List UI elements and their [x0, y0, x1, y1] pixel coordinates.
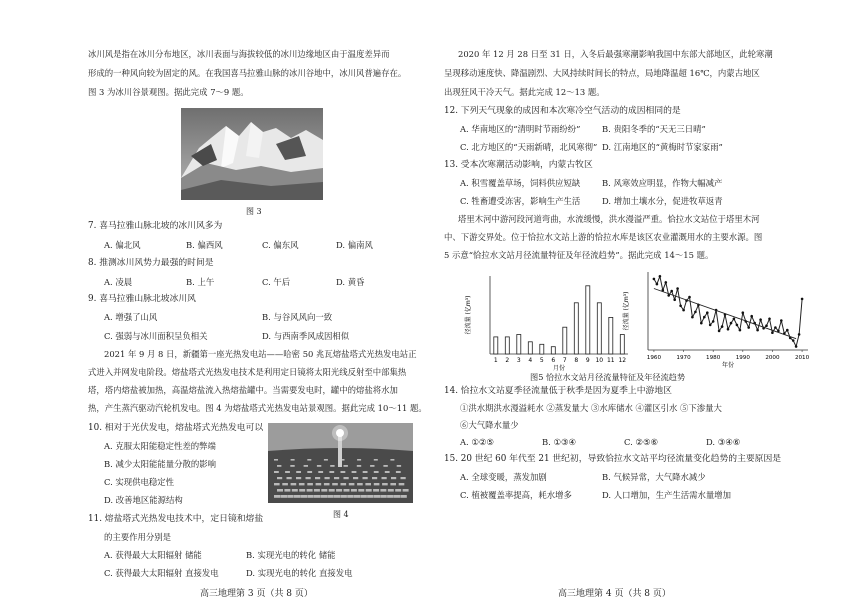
data-point	[801, 298, 804, 301]
heliostat-mirror	[341, 471, 346, 473]
bar	[563, 327, 567, 354]
data-point	[703, 316, 706, 319]
x-tick-label: 2010	[794, 355, 810, 361]
q14-option-a[interactable]: A. ①②⑤	[460, 437, 494, 447]
heliostat-mirror	[274, 495, 280, 498]
heliostat-mirror	[327, 495, 333, 498]
data-point	[742, 311, 745, 314]
data-point	[682, 309, 685, 312]
heliostat-mirror	[306, 477, 311, 479]
q14-items: ①洪水期洪水漫溢耗水 ②蒸发量大 ③水库储水 ④灌区引水 ⑤下渗量大	[460, 403, 722, 413]
heliostat-mirror	[296, 477, 301, 479]
heliostat-mirror	[314, 495, 320, 498]
heliostat-mirror	[277, 489, 283, 492]
heliostat-mirror	[307, 471, 312, 473]
heliostat-mirror	[314, 489, 320, 492]
intro2-line: 塔，塔内熔盐被加热，高温熔盐流入热熔盐罐中。当需要发电时，罐中的熔盐将水加	[88, 385, 398, 395]
data-point	[712, 320, 715, 323]
fig5-caption: 图5 恰拉水文站月径流量特征及年径流趋势	[530, 372, 686, 382]
heliostat-mirror	[307, 489, 313, 492]
q13-option-b[interactable]: B. 风寒效应明显，作物大幅减产	[602, 178, 723, 188]
heliostat-mirror	[374, 471, 379, 473]
data-point	[688, 296, 691, 299]
y-axis-label: 径流量 (亿m³)	[623, 291, 630, 331]
data-point	[792, 339, 795, 342]
q12-option-a[interactable]: A. 华南地区的“清明时节雨纷纷”	[460, 124, 581, 134]
heliostat-mirror	[284, 489, 290, 492]
q10-stem: 10. 相对于光伏发电，熔盐塔式光热发电可以	[88, 423, 264, 433]
bar	[551, 347, 555, 354]
x-tick-label: 7	[562, 357, 567, 364]
q15-option-c[interactable]: C. 植被覆盖率提高，耗水增多	[460, 490, 572, 500]
bar	[597, 303, 601, 354]
heliostat-mirror	[391, 477, 396, 479]
heliostat-mirror	[357, 483, 363, 485]
x-tick-label: 1	[493, 357, 498, 364]
heliostat-mirror	[344, 477, 349, 479]
data-point	[694, 311, 697, 314]
heliostat-mirror	[394, 495, 400, 498]
intro2-line: 热，产生蒸汽驱动汽轮机发电。图 4 为熔盐塔式光热发电站景观图。据此完成 10～11 题。	[88, 403, 427, 413]
bar	[494, 337, 498, 354]
data-point	[736, 324, 739, 327]
heliostat-mirror	[387, 495, 393, 498]
heliostat-mirror	[363, 477, 368, 479]
heliostat-mirror	[344, 489, 350, 492]
heliostat-mirror	[290, 465, 294, 467]
heliostat-mirror	[324, 459, 328, 461]
q13-option-a[interactable]: A. 积雪覆盖草场，饲料供应短缺	[460, 178, 581, 188]
q7-option-c[interactable]: C. 偏东风	[262, 240, 299, 250]
heliostat-mirror	[291, 483, 297, 485]
q14-items-cont: ⑥大气降水量少	[460, 420, 519, 430]
heliostat-mirror	[382, 483, 388, 485]
heliostat-mirror	[274, 483, 280, 485]
q11-stem: 11. 熔盐塔式光热发电技术中，定日镜和熔盐	[88, 514, 264, 524]
intro-line: 呈现移动速度快、降温剧烈、大风持续时间长的特点，局地降温超 16℃，内蒙古地区	[444, 68, 760, 78]
intro-line: 冰川风是指在冰川分布地区，冰川表面与海拔较低的冰川边缘地区由于温度差异而	[88, 49, 390, 59]
q10-option-d[interactable]: D. 改善地区能源结构	[104, 495, 183, 505]
x-tick-label: 5	[539, 357, 544, 364]
x-tick-label: 12	[618, 357, 627, 364]
heliostat-mirror	[285, 471, 290, 473]
heliostat-mirror	[383, 465, 387, 467]
heliostat-mirror	[374, 459, 378, 461]
fig4-caption: 图 4	[333, 510, 349, 519]
x-tick-label: 1970	[676, 355, 691, 361]
heliostat-mirror	[382, 477, 387, 479]
q15-option-a[interactable]: A. 全球变暖，蒸发加剧	[460, 472, 547, 482]
q7-stem: 7. 喜马拉雅山脉北坡的冰川风多为	[88, 221, 223, 231]
q7-option-b[interactable]: B. 偏西风	[186, 240, 223, 250]
x-tick-label: 8	[574, 357, 579, 364]
data-point	[700, 322, 703, 325]
heliostat-mirror	[321, 489, 327, 492]
q14-stem: 14. 恰拉水文站夏季径流量低于秋季是因为夏季上中游地区	[444, 386, 672, 396]
q12-option-c[interactable]: C. 北方地区的“天雨新晴，北风寒彻”	[460, 142, 598, 152]
heliostat-mirror	[374, 495, 380, 498]
data-point	[739, 329, 742, 332]
heliostat-mirror	[287, 495, 293, 498]
y-axis-label: 径流量 (亿m³)	[465, 295, 472, 335]
heliostat-mirror	[397, 465, 401, 467]
solar-tower-image	[268, 423, 413, 503]
heliostat-mirror	[358, 489, 364, 492]
x-axis-label: 年份	[721, 362, 735, 369]
heliostat-mirror	[332, 483, 338, 485]
heliostat-mirror	[321, 495, 327, 498]
q14-option-c[interactable]: C. ②⑤⑥	[624, 437, 658, 447]
heliostat-mirror	[316, 483, 322, 485]
data-point	[673, 298, 676, 301]
x-tick-label: 1990	[735, 355, 750, 361]
heliostat-mirror	[291, 459, 295, 461]
heliostat-mirror	[372, 477, 377, 479]
x-tick-label: 10	[595, 357, 604, 364]
bar	[574, 303, 578, 354]
intro-line: 图 3 为冰川谷景观图。据此完成 7～9 题。	[88, 87, 249, 97]
data-point	[768, 318, 771, 321]
bar	[528, 342, 532, 354]
heliostat-mirror	[341, 483, 347, 485]
q15-option-b[interactable]: B. 气候异常，大气降水减少	[602, 472, 706, 482]
heliostat-mirror	[370, 465, 374, 467]
q11-option-c[interactable]: C. 获得最大太阳辐射 直接发电	[104, 568, 219, 578]
heliostat-mirror	[357, 465, 361, 467]
heliostat-mirror	[347, 495, 353, 498]
intro2-line: 式进入并网发电阶段。熔盐塔式光热发电技术是利用定日镜将太阳光线反射至中部集热	[88, 367, 407, 377]
heliostat-mirror	[287, 477, 292, 479]
q15-option-d[interactable]: D. 人口增加，生产生活需水量增加	[602, 490, 731, 500]
intro-line: 形成的一种风向较为固定的风。在我国喜马拉雅山脉的冰川谷地中，冰川风普遍存在。	[88, 68, 407, 78]
data-point	[709, 324, 712, 327]
data-point	[659, 275, 662, 278]
heliostat-mirror	[294, 495, 300, 498]
heliostat-mirror	[281, 495, 287, 498]
heliostat-mirror	[307, 459, 311, 461]
intro-line: 出现狂风干冷天气。据此完成 12～13 题。	[444, 87, 605, 97]
data-point	[676, 287, 679, 290]
data-point	[747, 326, 750, 329]
x-tick-label: 2	[505, 357, 510, 364]
x-tick-label: 9	[585, 357, 590, 364]
heliostat-mirror	[395, 489, 401, 492]
heliostat-mirror	[334, 495, 340, 498]
data-point	[798, 333, 801, 336]
page-footer: 高三地理第 3 页（共 8 页）	[200, 589, 313, 599]
bar	[586, 286, 590, 354]
heliostat-mirror	[299, 489, 305, 492]
q13-option-d[interactable]: D. 增加土壤水分，促进牧草返青	[602, 196, 723, 206]
heliostat-mirror	[385, 471, 390, 473]
heliostat-mirror	[299, 483, 305, 485]
heliostat-mirror	[341, 495, 347, 498]
intro-line: 2020 年 12 月 28 日至 31 日，入冬后最强寒潮影响我国中东部大部地区，此轮寒潮	[458, 49, 773, 59]
heliostat-mirror	[366, 489, 372, 492]
data-point	[774, 326, 777, 329]
x-tick-label: 2000	[765, 355, 780, 361]
heliostat-mirror	[344, 465, 348, 467]
q9-option-a[interactable]: A. 增强了山风	[104, 312, 158, 322]
heliostat-mirror	[400, 495, 406, 498]
q8-option-a[interactable]: A. 凌晨	[104, 277, 133, 287]
data-point	[656, 283, 659, 286]
x-tick-label: 3	[516, 357, 521, 364]
heliostat-mirror	[307, 495, 313, 498]
q14-option-b[interactable]: B. ①③④	[542, 437, 577, 447]
heliostat-mirror	[325, 477, 330, 479]
heliostat-mirror	[349, 483, 355, 485]
data-point	[756, 329, 759, 332]
q9-option-d[interactable]: D. 与西南季风成因相似	[262, 331, 350, 341]
heliostat-mirror	[277, 477, 282, 479]
runoff-series-line	[654, 276, 802, 346]
heliostat-mirror	[330, 465, 334, 467]
heliostat-mirror	[401, 477, 406, 479]
heliostat-mirror	[365, 483, 371, 485]
bar	[540, 344, 544, 354]
fig3-caption: 图 3	[246, 207, 262, 216]
intro2-line: 塔里木河中游河段河道弯曲，水流缓慢，洪水漫溢严重。恰拉水文站位于塔里木河	[458, 214, 760, 224]
heliostat-mirror	[301, 495, 307, 498]
heliostat-mirror	[304, 465, 308, 467]
heliostat-mirror	[361, 495, 367, 498]
data-point	[765, 324, 768, 327]
q11-stem-cont: 的主要作用分别是	[104, 532, 171, 542]
data-point	[679, 305, 682, 308]
heliostat-mirror	[373, 489, 379, 492]
heliostat-mirror	[315, 477, 320, 479]
x-tick-label: 11	[606, 357, 615, 364]
q15-stem: 15. 20 世纪 60 年代至 21 世纪初，导致恰拉水文站平均径流量变化趋势的主要原因是	[444, 454, 782, 464]
heliostat-mirror	[390, 459, 394, 461]
intro2-line: 2021 年 9 月 8 日，新疆第一座光热发电站——哈密 50 兆瓦熔盐塔式光热发电站正	[104, 349, 417, 359]
bar	[517, 335, 521, 355]
heliostat-mirror	[307, 483, 313, 485]
bar	[505, 337, 509, 354]
q10-option-c[interactable]: C. 实现供电稳定性	[104, 477, 175, 487]
data-point	[691, 316, 694, 319]
heliostat-mirror	[329, 489, 335, 492]
data-point	[733, 318, 736, 321]
heliostat-mirror	[274, 471, 279, 473]
q7-option-d[interactable]: D. 偏南风	[336, 240, 373, 250]
heliostat-mirror	[329, 471, 334, 473]
data-point	[665, 281, 668, 284]
q8-stem: 8. 推测冰川风势力最强的时间是	[88, 258, 214, 268]
q13-option-c[interactable]: C. 牲畜遭受冻害，影响生产生活	[460, 196, 581, 206]
data-point	[750, 315, 753, 318]
q11-option-a[interactable]: A. 获得最大太阳辐射 储能	[104, 550, 202, 560]
heliostat-mirror	[324, 483, 330, 485]
heliostat-mirror	[374, 483, 380, 485]
data-point	[727, 328, 730, 331]
heliostat-mirror	[354, 495, 360, 498]
right-page	[430, 0, 860, 604]
annual-runoff-chart	[618, 262, 830, 374]
glacier-valley-image	[181, 108, 323, 200]
q11-option-d[interactable]: D. 实现光电的转化 直接发电	[246, 568, 353, 578]
data-point	[721, 325, 724, 328]
q9-option-b[interactable]: B. 与谷风风向一致	[262, 312, 333, 322]
heliostat-mirror	[380, 495, 386, 498]
heliostat-mirror	[388, 489, 394, 492]
data-point	[771, 331, 774, 334]
heliostat-mirror	[351, 489, 357, 492]
heliostat-mirror	[277, 465, 281, 467]
data-point	[795, 345, 798, 348]
heliostat-mirror	[357, 459, 361, 461]
q12-stem: 12. 下列天气现象的成因和本次寒冷空气活动的成因相同的是	[444, 106, 681, 116]
data-point	[653, 278, 656, 281]
x-tick-label: 6	[551, 357, 556, 364]
heliostat-mirror	[380, 489, 386, 492]
x-tick-label: 1960	[646, 355, 662, 361]
q7-option-a[interactable]: A. 偏北风	[104, 240, 141, 250]
heliostat-mirror	[296, 471, 301, 473]
q12-option-b[interactable]: B. 贵阳冬季的“天无三日晴”	[602, 124, 706, 134]
q8-option-b[interactable]: B. 上午	[186, 277, 215, 287]
heliostat-mirror	[367, 495, 373, 498]
q9-option-c[interactable]: C. 强弱与冰川面积呈负相关	[104, 331, 208, 341]
heliostat-mirror	[292, 489, 298, 492]
q9-stem: 9. 喜马拉雅山脉北坡冰川风	[88, 294, 196, 304]
data-point	[718, 330, 721, 333]
data-point	[759, 318, 762, 321]
data-point	[786, 329, 789, 332]
heliostat-mirror	[363, 471, 368, 473]
intro2-line: 中、下游交界处。位于恰拉水文站上游的恰拉水库是该区农业灌溉用水的主要水源。图	[444, 232, 763, 242]
heliostat-mirror	[353, 477, 358, 479]
q13-stem: 13. 受本次寒潮活动影响，内蒙古牧区	[444, 160, 593, 170]
data-point	[670, 290, 673, 293]
q8-option-c[interactable]: C. 午后	[262, 277, 291, 287]
x-axis-label: 月份	[552, 365, 566, 372]
q10-option-b[interactable]: B. 减少太阳能能量分散的影响	[104, 459, 216, 469]
heliostat-mirror	[318, 471, 323, 473]
q10-option-a[interactable]: A. 克服太阳能稳定性差的弊端	[104, 441, 216, 451]
heliostat-mirror	[317, 465, 321, 467]
heliostat-mirror	[352, 471, 357, 473]
data-point	[780, 319, 783, 322]
intro2-line: 5 示意“恰拉水文站月径流量特征及年径流趋势”。据此完成 14～15 题。	[444, 250, 714, 260]
data-point	[730, 322, 733, 325]
heliostat-mirror	[334, 477, 339, 479]
heliostat-mirror	[390, 483, 396, 485]
page-footer: 高三地理第 4 页（共 8 页）	[558, 589, 671, 599]
trend-line	[654, 289, 796, 339]
heliostat-mirror	[282, 483, 288, 485]
q11-option-b[interactable]: B. 实现光电的转化 储能	[246, 550, 336, 560]
heliostat-mirror	[336, 489, 342, 492]
q8-option-d[interactable]: D. 黄昏	[336, 277, 365, 287]
monthly-runoff-chart	[460, 262, 640, 374]
q12-option-d[interactable]: D. 江南地区的“黄梅时节家家雨”	[602, 142, 723, 152]
x-tick-label: 4	[528, 357, 533, 364]
heliostat-mirror	[274, 459, 278, 461]
heliostat-mirror	[403, 489, 409, 492]
x-tick-label: 1980	[706, 355, 721, 361]
data-point	[706, 311, 709, 314]
q14-option-d[interactable]: D. ③④⑥	[706, 437, 741, 447]
bar	[609, 317, 613, 354]
heliostat-mirror	[396, 471, 401, 473]
heliostat-mirror	[399, 483, 405, 485]
